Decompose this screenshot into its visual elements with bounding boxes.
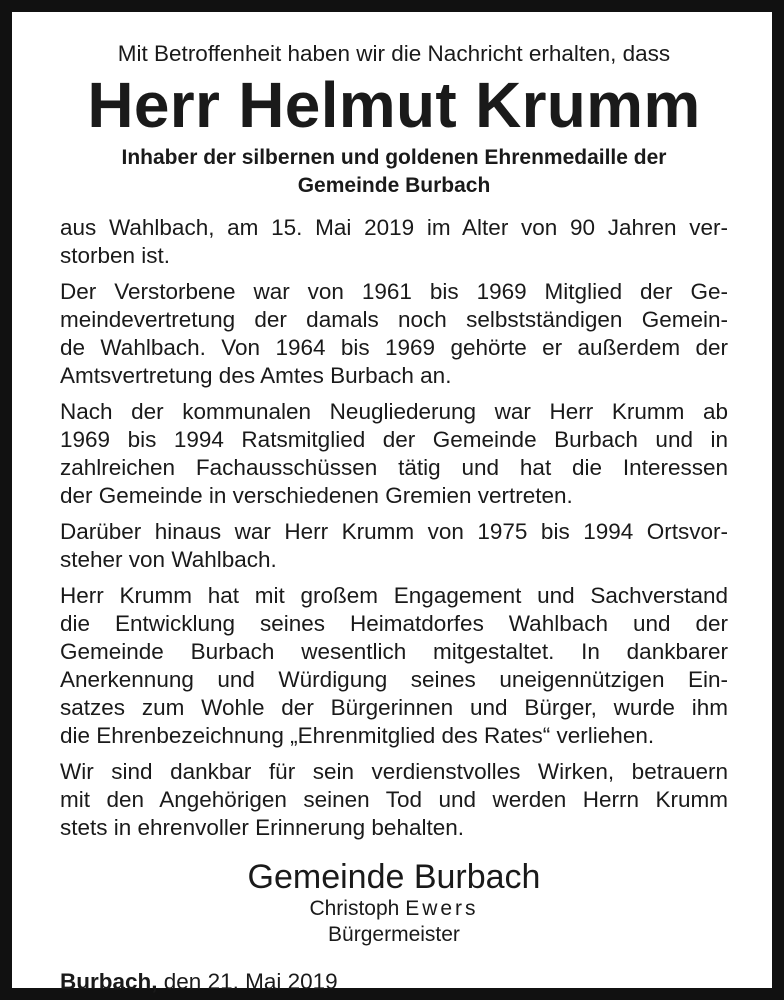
deceased-name: Herr Helmut Krumm xyxy=(87,69,701,141)
signer-name xyxy=(60,896,728,922)
text-line: aus Wahlbach, am 15. Mai 2019 im Alter von 90 Jahren ver- xyxy=(60,215,728,240)
text-line: meindevertretung der damals noch selbstständigen Gemein- xyxy=(60,307,728,332)
text-line: stets in ehrenvoller Erinnerung behalten. xyxy=(60,815,465,840)
signature-block xyxy=(60,858,728,948)
dateline-place: Burbach, xyxy=(60,969,158,994)
paragraph-death xyxy=(60,214,728,270)
dateline xyxy=(60,968,728,996)
signer-last-name: Ewers xyxy=(405,897,479,920)
text-line: storben ist. xyxy=(60,243,171,268)
honor-line: Inhaber der silbernen und goldenen Ehrenmedaille der xyxy=(121,146,667,169)
signer-first-name: Christoph xyxy=(309,897,400,920)
text-line: satzes zum Wohle der Bürgerinnen und Bürger, wurde ihm xyxy=(60,695,728,720)
paragraph-gratitude xyxy=(60,758,728,842)
text-line: Wir sind dankbar für sein verdienstvolles Wirken, betrauern xyxy=(60,759,728,784)
intro-line: Mit Betroffenheit haben wir die Nachricht erhalten, dass xyxy=(117,41,671,66)
text-line: Darüber hinaus war Herr Krumm von 1975 bis 1994 Ortsvor- xyxy=(60,519,728,544)
text-line: Anerkennung und Würdigung seines uneigennützigen Ein- xyxy=(60,667,728,692)
text-line: steher von Wahlbach. xyxy=(60,547,277,572)
text-line: die Entwicklung seines Heimatdorfes Wahlbach und der xyxy=(60,611,728,636)
text-line: mit den Angehörigen seinen Tod und werden Herrn Krumm xyxy=(60,787,728,812)
text-line: zahlreichen Fachausschüssen tätig und hat die Interessen xyxy=(60,455,728,480)
paragraph-engagement xyxy=(60,582,728,750)
text-line: Der Verstorbene war von 1961 bis 1969 Mitglied der Ge- xyxy=(60,279,728,304)
honor-line: Gemeinde Burbach xyxy=(297,174,491,197)
obituary-notice xyxy=(60,40,728,996)
paragraph-council-1969 xyxy=(60,398,728,510)
text-line: Herr Krumm hat mit großem Engagement und Sachverstand xyxy=(60,583,728,608)
organization-name: Gemeinde Burbach xyxy=(247,858,541,896)
text-line: der Gemeinde in verschiedenen Gremien vertreten. xyxy=(60,483,573,508)
text-line: die Ehrenbezeichnung „Ehrenmitglied des Rates“ verliehen. xyxy=(60,723,655,748)
paragraph-council-1961 xyxy=(60,278,728,390)
text-line: Nach der kommunalen Neugliederung war Herr Krumm ab xyxy=(60,399,728,424)
text-line: Amtsvertretung des Amtes Burbach an. xyxy=(60,363,452,388)
text-line: de Wahlbach. Von 1964 bis 1969 gehörte er außerdem der xyxy=(60,335,728,360)
signer-title: Bürgermeister xyxy=(328,923,460,946)
honor-subtitle xyxy=(60,144,728,200)
text-line: 1969 bis 1994 Ratsmitglied der Gemeinde Burbach und in xyxy=(60,427,728,452)
dateline-date: den 21. Mai 2019 xyxy=(163,969,338,994)
paragraph-ortsvorsteher xyxy=(60,518,728,574)
text-line: Gemeinde Burbach wesentlich mitgestaltet. In dankbarer xyxy=(60,639,728,664)
